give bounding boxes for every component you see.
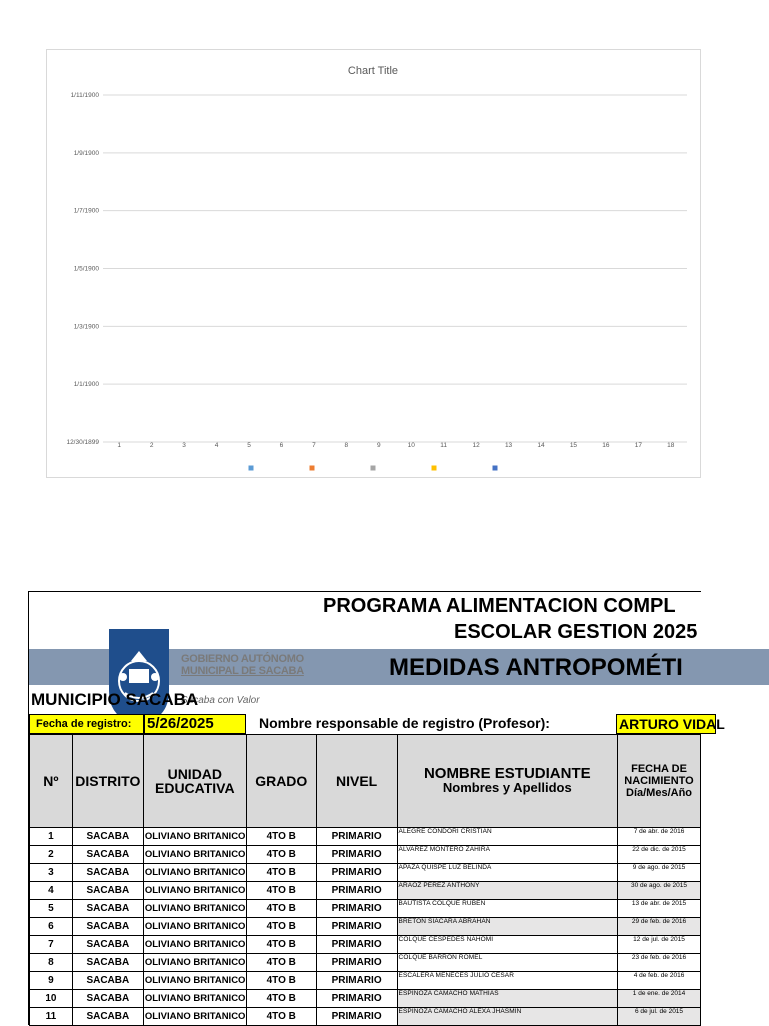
chart-x-tick-label: 17: [634, 442, 642, 449]
chart-x-tick-label: 6: [279, 442, 284, 449]
municipal-shield-logo: [109, 629, 169, 725]
col-header-district[interactable]: DISTRITO: [72, 735, 143, 828]
chart-legend-marker[interactable]: [371, 466, 376, 471]
cell-district[interactable]: SACABA: [72, 990, 143, 1008]
col-header-no[interactable]: Nº: [30, 735, 73, 828]
municipality-label: MUNICIPIO SACABA: [31, 690, 199, 709]
chart-y-tick-label: 1/9/1900: [73, 149, 99, 157]
chart-legend-marker[interactable]: [310, 466, 315, 471]
chart-gridlines: [103, 95, 687, 442]
table-header-row: [30, 735, 701, 828]
cell-district[interactable]: SACABA: [72, 864, 143, 882]
chart-legend: [249, 466, 498, 471]
cell-district[interactable]: SACABA: [72, 1008, 143, 1026]
cell-district[interactable]: SACABA: [72, 882, 143, 900]
cell-no[interactable]: 4: [30, 882, 73, 900]
cell-level[interactable]: PRIMARIO: [316, 972, 397, 990]
cell-dob[interactable]: 30 de ago. de 2015: [618, 882, 701, 900]
col-header-unit-line1: UNIDAD: [167, 766, 223, 782]
chart-x-tick-label: 3: [182, 442, 186, 449]
col-header-dob-line2: NACIMIENTO: [624, 775, 694, 787]
col-header-grade[interactable]: GRADO: [246, 735, 316, 828]
table-row[interactable]: [30, 864, 701, 882]
cell-level[interactable]: PRIMARIO: [316, 828, 397, 846]
col-header-name[interactable]: [397, 735, 617, 828]
cell-no[interactable]: 11: [30, 1008, 73, 1026]
cell-district[interactable]: SACABA: [72, 846, 143, 864]
cell-level[interactable]: PRIMARIO: [316, 864, 397, 882]
cell-name[interactable]: ESCALERA MENECES JULIO CESAR: [397, 972, 617, 990]
chart-x-tick-label: 8: [344, 442, 349, 449]
logo-line2: MUNICIPAL DE SACABA: [181, 665, 304, 677]
cell-dob[interactable]: 22 de dic. de 2015: [618, 846, 701, 864]
students-table: [29, 734, 701, 1026]
chart-x-tick-label: 14: [537, 442, 545, 449]
cell-no[interactable]: 2: [30, 846, 73, 864]
cell-district[interactable]: SACABA: [72, 918, 143, 936]
cell-unit[interactable]: OLIVIANO BRITANICO: [143, 882, 246, 900]
sheet-title-line1: PROGRAMA ALIMENTACION COMPL: [323, 595, 676, 617]
cell-name[interactable]: ARAOZ PEREZ ANTHONY: [397, 882, 617, 900]
chart-x-tick-label: 1: [117, 442, 122, 449]
cell-unit[interactable]: OLIVIANO BRITANICO: [143, 864, 246, 882]
cell-grade[interactable]: 4TO B: [246, 990, 316, 1008]
cell-district[interactable]: SACABA: [72, 828, 143, 846]
chart-legend-marker[interactable]: [432, 466, 437, 471]
cell-unit[interactable]: OLIVIANO BRITANICO: [143, 900, 246, 918]
chart-legend-marker[interactable]: [493, 466, 498, 471]
cell-name[interactable]: ALEGRE CONDORI CRISTIAN: [397, 828, 617, 846]
cell-unit[interactable]: OLIVIANO BRITANICO: [143, 972, 246, 990]
sheet-title-line2: ESCOLAR GESTION 2025: [454, 621, 698, 643]
table-row[interactable]: [30, 990, 701, 1008]
date-value-cell[interactable]: 5/26/2025: [144, 714, 246, 734]
cell-level[interactable]: PRIMARIO: [316, 846, 397, 864]
responsible-value-cell[interactable]: ARTURO VIDAL: [616, 714, 716, 734]
cell-unit[interactable]: OLIVIANO BRITANICO: [143, 936, 246, 954]
col-header-unit[interactable]: [143, 735, 246, 828]
spreadsheet: [28, 591, 725, 1025]
chart-x-tick-label: 11: [440, 442, 448, 449]
responsible-label: Nombre responsable de registro (Profesor):: [259, 715, 550, 731]
cell-grade[interactable]: 4TO B: [246, 864, 316, 882]
cell-grade[interactable]: 4TO B: [246, 828, 316, 846]
col-header-dob-line3: Día/Mes/Año: [626, 787, 693, 799]
cell-dob[interactable]: 1 de ene. de 2014: [618, 990, 701, 1008]
col-header-dob-line1: FECHA DE: [631, 763, 687, 775]
chart-x-tick-label: 10: [407, 442, 415, 449]
chart-y-ticks: [66, 92, 99, 446]
cell-dob[interactable]: 6 de jul. de 2015: [618, 1008, 701, 1026]
col-header-unit-line2: EDUCATIVA: [155, 780, 235, 796]
chart-y-tick-label: 1/3/1900: [73, 323, 99, 331]
cell-name[interactable]: BAUTISTA COLQUE RUBEN: [397, 900, 617, 918]
cell-unit[interactable]: OLIVIANO BRITANICO: [143, 990, 246, 1008]
table-row[interactable]: [30, 882, 701, 900]
cell-dob[interactable]: 13 de abr. de 2015: [618, 900, 701, 918]
date-label: Fecha de registro:: [29, 714, 144, 734]
chart-x-tick-label: 5: [247, 442, 251, 449]
cell-district[interactable]: SACABA: [72, 954, 143, 972]
cell-unit[interactable]: OLIVIANO BRITANICO: [143, 1008, 246, 1026]
cell-name[interactable]: APAZA QUISPE LUZ BELINDA: [397, 864, 617, 882]
cell-grade[interactable]: 4TO B: [246, 900, 316, 918]
cell-unit[interactable]: OLIVIANO BRITANICO: [143, 828, 246, 846]
cell-name[interactable]: BRETON SIACARA ABRAHAN: [397, 918, 617, 936]
cell-district[interactable]: SACABA: [72, 900, 143, 918]
band-title: MEDIDAS ANTROPOMÉTI: [389, 654, 683, 681]
table-row[interactable]: [30, 900, 701, 918]
chart-y-tick-label: 1/5/1900: [73, 265, 99, 273]
cell-name[interactable]: COLQUE BARRON ROMEL: [397, 954, 617, 972]
cell-district[interactable]: SACABA: [72, 972, 143, 990]
col-header-level[interactable]: NIVEL: [316, 735, 397, 828]
cell-no[interactable]: 1: [30, 828, 73, 846]
table-row[interactable]: [30, 1008, 701, 1026]
cell-dob[interactable]: 4 de feb. de 2016: [618, 972, 701, 990]
cell-level[interactable]: PRIMARIO: [316, 990, 397, 1008]
logo-slogan: Sacaba con Valor: [181, 695, 260, 706]
logo-line1: GOBIERNO AUTÓNOMO: [181, 653, 304, 665]
cell-no[interactable]: 10: [30, 990, 73, 1008]
col-header-name-line1: NOMBRE ESTUDIANTE: [423, 765, 591, 782]
table-body: [30, 828, 701, 1026]
cell-dob[interactable]: 7 de abr. de 2016: [618, 828, 701, 846]
chart-x-tick-label: 2: [149, 442, 154, 449]
cell-district[interactable]: SACABA: [72, 936, 143, 954]
chart-y-tick-label: 1/7/1900: [73, 207, 99, 215]
cell-no[interactable]: 3: [30, 864, 73, 882]
cell-grade[interactable]: 4TO B: [246, 1008, 316, 1026]
cell-name[interactable]: ESPINOZA CAMACHO MATHIAS: [397, 990, 617, 1008]
table-row[interactable]: [30, 918, 701, 936]
cell-name[interactable]: ALVAREZ MONTERO ZAHIRA: [397, 846, 617, 864]
chart-title: Chart Title: [347, 65, 399, 77]
chart-x-tick-label: 16: [602, 442, 610, 449]
cell-grade[interactable]: 4TO B: [246, 882, 316, 900]
cell-dob[interactable]: 29 de feb. de 2016: [618, 918, 701, 936]
chart-x-tick-label: 15: [569, 442, 578, 449]
cell-level[interactable]: PRIMARIO: [316, 936, 397, 954]
table-row[interactable]: [30, 936, 701, 954]
cell-name[interactable]: ESPINOZA CAMACHO ALEXA JHASMIN: [397, 1008, 617, 1026]
cell-dob[interactable]: 23 de feb. de 2016: [618, 954, 701, 972]
col-header-dob[interactable]: [618, 735, 701, 828]
cell-unit[interactable]: OLIVIANO BRITANICO: [143, 846, 246, 864]
cell-level[interactable]: PRIMARIO: [316, 900, 397, 918]
cell-no[interactable]: 6: [30, 918, 73, 936]
chart-x-tick-label: 13: [504, 442, 513, 449]
cell-no[interactable]: 5: [30, 900, 73, 918]
cell-no[interactable]: 9: [30, 972, 73, 990]
col-header-name-line2: Nombres y Apellidos: [442, 780, 572, 795]
cell-grade[interactable]: 4TO B: [246, 936, 316, 954]
cell-level[interactable]: PRIMARIO: [316, 1008, 397, 1026]
cell-dob[interactable]: 12 de jul. de 2015: [618, 936, 701, 954]
chart-y-tick-label: 1/11/1900: [70, 92, 99, 99]
table-row[interactable]: [30, 954, 701, 972]
cell-grade[interactable]: 4TO B: [246, 954, 316, 972]
cell-dob[interactable]: 9 de ago. de 2015: [618, 864, 701, 882]
cell-level[interactable]: PRIMARIO: [316, 954, 397, 972]
cell-unit[interactable]: OLIVIANO BRITANICO: [143, 918, 246, 936]
cell-grade[interactable]: 4TO B: [246, 846, 316, 864]
cell-level[interactable]: PRIMARIO: [316, 918, 397, 936]
chart-x-tick-label: 9: [376, 442, 381, 449]
chart-x-tick-label: 12: [472, 442, 480, 449]
chart-x-tick-label: 4: [214, 442, 219, 449]
table-row[interactable]: [30, 972, 701, 990]
line-chart: [46, 49, 701, 478]
chart-legend-marker[interactable]: [249, 466, 254, 471]
logo-text: [181, 653, 304, 677]
cell-no[interactable]: 7: [30, 936, 73, 954]
cell-grade[interactable]: 4TO B: [246, 972, 316, 990]
cell-name[interactable]: COLQUE CESPEDES NAHOMI: [397, 936, 617, 954]
table-row[interactable]: [30, 828, 701, 846]
chart-x-tick-label: 7: [312, 442, 316, 449]
chart-y-tick-label: 1/1/1900: [73, 381, 99, 389]
chart-x-tick-label: 18: [667, 442, 675, 449]
chart-x-ticks: [117, 442, 674, 449]
table-row[interactable]: [30, 846, 701, 864]
cell-grade[interactable]: 4TO B: [246, 918, 316, 936]
chart-y-tick-label: 12/30/1899: [66, 439, 99, 446]
cell-level[interactable]: PRIMARIO: [316, 882, 397, 900]
cell-no[interactable]: 8: [30, 954, 73, 972]
cell-unit[interactable]: OLIVIANO BRITANICO: [143, 954, 246, 972]
chart-canvas: [47, 50, 700, 477]
